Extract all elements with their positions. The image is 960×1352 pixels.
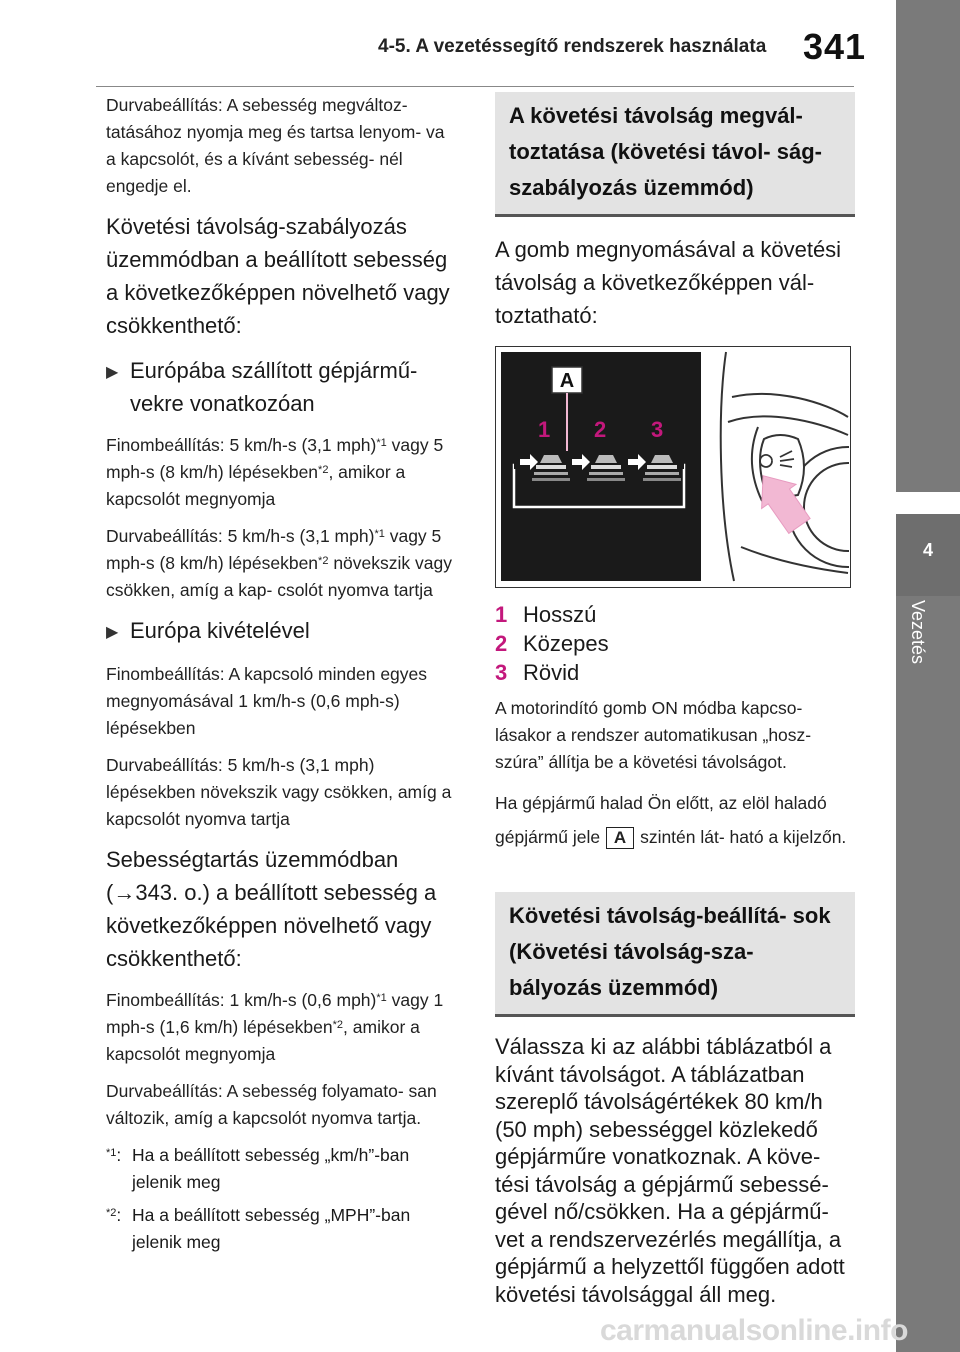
list-number: 2	[495, 631, 508, 656]
side-tab-bottom	[896, 596, 960, 1352]
paragraph	[106, 843, 458, 975]
paragraph: Durvabeállítás: A sebesség megváltoz- tatásához nyomja meg és tartsa lenyom- va a kapcsolót, és a kívánt sebesség- nél engedje el.	[106, 95, 445, 196]
list-item	[495, 600, 855, 629]
label-a: A	[559, 370, 575, 392]
triangle-bullet-icon: ▶	[106, 364, 119, 381]
bullet-item	[106, 354, 458, 420]
chapter-label	[898, 600, 930, 690]
paragraph: A motorindító gomb ON módba kapcso- lásakor a rendszer automatikusan „hosz- szúra” állítja be a követési távolságot.	[495, 698, 812, 772]
footnote-ref: *1	[376, 992, 387, 1004]
text-span: vagy 1 mph-s (1,6 km/h) lépésekben	[106, 990, 444, 1037]
paragraph	[106, 987, 458, 1068]
list-text: Közepes	[523, 631, 609, 656]
text-span: Durvabeállítás: 5 km/h-s (3,1 mph)	[106, 526, 375, 546]
footnote-mark: $^{*2}$:	[106, 1205, 122, 1225]
paragraph	[106, 432, 458, 513]
page-number: 341	[803, 26, 867, 67]
paragraph: A gomb megnyomásával a követési távolság a következőképpen vál- toztatható:	[495, 237, 842, 328]
page-header	[0, 0, 960, 80]
paragraph	[495, 786, 855, 854]
paragraph: Durvabeállítás: A sebesség folyamato- san változik, amíg a kapcsolót nyomva tartja.	[106, 1081, 437, 1128]
footnote-mark: $^{*1}$:	[106, 1145, 122, 1165]
text-span: vagy 5 mph-s (8 km/h) lépésekben	[106, 435, 444, 482]
bullet-text: Európa kivételével	[130, 618, 310, 643]
section-heading	[495, 92, 855, 217]
footnote-ref: *2	[318, 464, 329, 476]
footnote-ref: *1	[376, 437, 387, 449]
label-1: 1	[538, 417, 551, 442]
footnote	[106, 1202, 458, 1256]
list-number: 3	[495, 660, 508, 685]
chapter-number: 4	[922, 540, 933, 560]
list-text: Rövid	[523, 660, 580, 685]
footnote-ref: *2	[332, 1019, 344, 1031]
footnote	[106, 1142, 458, 1196]
paragraph: Válassza ki az alábbi táblázatból a kívánt távolságot. A táblázatban szereplő távolságértékek 80 km/h (50 mph) sebességgel közlekedő gépjárműre vonatkoznak. A köve- tési távolság a gépjármű sebessé- gével nő/csökken. Ha a gépjármű- vet a rendszervezérlés megállítja, a gépjármű a helyzettől függően adott követési távolsággal áll meg.	[495, 1034, 845, 1307]
section-heading-text: A követési távolság megvál- toztatása (követési távol- ság-szabályozás üzemmód)	[509, 103, 822, 200]
paragraph	[106, 523, 458, 604]
watermark: carmanualsonline.info	[600, 1314, 908, 1347]
bullet-text: Európába szállított gépjármű- vekre vonatkozóan	[130, 358, 418, 416]
footnote-text: Ha a beállított sebesség „MPH”-ban jelenik meg	[132, 1205, 411, 1252]
chapter-label-text: Vezetés	[908, 600, 928, 665]
list-item	[495, 629, 855, 658]
footnote-ref: *2	[318, 555, 329, 567]
arrow-right-icon: →	[113, 880, 136, 905]
section-heading-text: Követési távolság-beállítá- sok (Követési távolság-sza- bályozás üzemmód)	[509, 903, 831, 1000]
footnote-sup: *2	[106, 1207, 117, 1219]
text-span: Finombeállítás: 1 km/h-s (0,6 mph)	[106, 990, 377, 1010]
list-item	[495, 658, 855, 687]
section-heading	[495, 892, 855, 1017]
text-span: Sebességtartás üzemmódban (	[106, 847, 399, 905]
text-span: 343. o.) a beállított sebesség a következőképpen növelhető vagy csökkenthető:	[106, 880, 437, 971]
text-span: szintén lát- ható a kijelzőn.	[640, 827, 847, 847]
left-column	[106, 92, 458, 1262]
distance-list	[495, 600, 855, 687]
paragraph: Durvabeállítás: 5 km/h-s (3,1 mph) lépésekben növekszik vagy csökken, amíg a kapcsolót nyomva tartja	[106, 755, 452, 829]
distance-switch-illustration	[496, 347, 849, 586]
footnote-sup: *1	[106, 1147, 117, 1159]
text-span: növekszik vagy csökken, amíg a kap- csolót nyomva tartja	[106, 553, 452, 600]
list-text: Hosszú	[523, 602, 597, 627]
label-a-inline: A	[606, 827, 634, 849]
text-span: , amikor a kapcsolót megnyomja	[106, 1017, 420, 1064]
footnote-text: Ha a beállított sebesség „km/h”-ban jelenik meg	[132, 1145, 410, 1192]
triangle-bullet-icon: ▶	[106, 624, 119, 641]
side-tab-top	[896, 0, 960, 492]
label-2: 2	[594, 417, 607, 442]
label-3: 3	[651, 417, 664, 442]
paragraph: Finombeállítás: A kapcsoló minden egyes megnyomásával 1 km/h-s (0,6 mph-s) lépésekben	[106, 664, 428, 738]
paragraph: Követési távolság-szabályozás üzemmódban a beállított sebesség a következőképpen növelhető vagy csökkenthető:	[106, 214, 450, 338]
footnote-ref: *1	[374, 528, 385, 540]
section-title: 4-5. A vezetéssegítő rendszerek használata	[378, 36, 767, 57]
header-rule	[96, 86, 854, 87]
text-span: Finombeállítás: 5 km/h-s (3,1 mph)	[106, 435, 377, 455]
text-span: , amikor a kapcsolót megnyomja	[106, 462, 406, 509]
bullet-item	[106, 614, 458, 649]
text-span: Ha gépjármű halad Ön előtt, az elöl haladó gépjármű jele	[495, 793, 827, 847]
list-number: 1	[495, 602, 508, 627]
right-column	[495, 92, 855, 1320]
distance-switch-figure	[495, 346, 851, 588]
text-span: vagy 5 mph-s (8 km/h) lépésekben	[106, 526, 442, 573]
